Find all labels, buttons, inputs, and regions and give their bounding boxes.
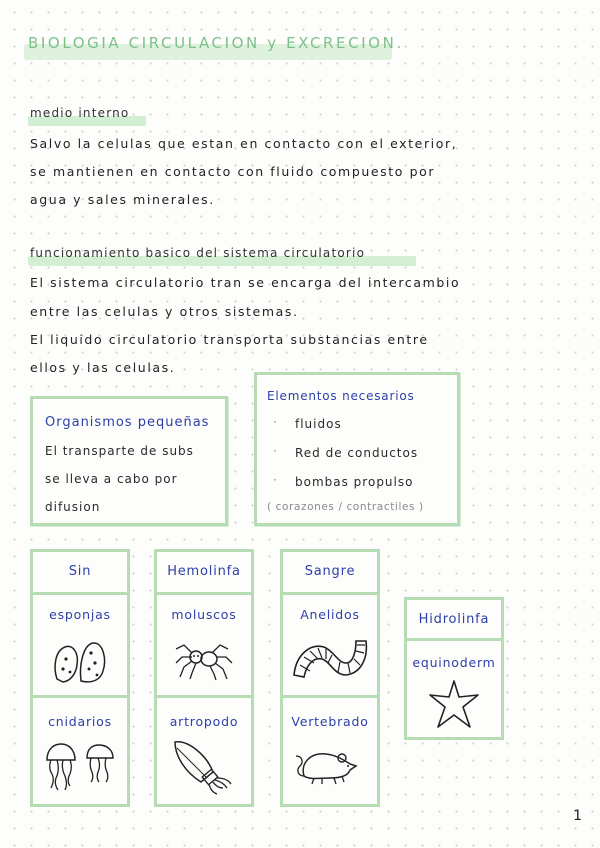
sponge-icon bbox=[51, 639, 111, 685]
column-header-label: Hidrolinfa bbox=[418, 612, 490, 627]
column-header-sangre bbox=[280, 549, 380, 595]
animal-cell-equinoderm bbox=[404, 638, 504, 740]
animal-cell-esponjas bbox=[30, 592, 130, 698]
mouse-icon bbox=[294, 746, 366, 786]
page-number: 1 bbox=[573, 808, 582, 824]
body-line: se mantienen en contacto con fluido compuesto por bbox=[30, 164, 436, 179]
starfish-icon bbox=[426, 679, 482, 731]
animal-label: artropodo bbox=[169, 714, 239, 729]
body-line: agua y sales minerales. bbox=[30, 192, 215, 207]
animal-label: Vertebrado bbox=[291, 714, 369, 729]
animal-cell-anelidos bbox=[280, 592, 380, 698]
column-header-sin bbox=[30, 549, 130, 595]
organismos-heading: Organismos pequeñas bbox=[45, 415, 210, 430]
elementos-heading: Elementos necesarios bbox=[267, 389, 415, 403]
section-heading-medio-interno: medio interno bbox=[30, 106, 130, 120]
jellyfish-icon bbox=[43, 742, 119, 798]
organismos-line: difusion bbox=[45, 500, 101, 514]
body-line: El liquido circulatorio transporta substancias entre bbox=[30, 332, 429, 347]
animal-cell-cnidarios bbox=[30, 695, 130, 807]
animal-label: esponjas bbox=[49, 607, 111, 622]
animal-cell-artropodo bbox=[154, 695, 254, 807]
column-header-label: Sin bbox=[68, 564, 92, 579]
elementos-item: bombas propulso bbox=[295, 475, 414, 489]
column-header-hidrolinfa bbox=[404, 597, 504, 641]
elementos-note: ( corazones / contractiles ) bbox=[267, 501, 424, 513]
animal-label: equinoderm bbox=[412, 655, 496, 670]
column-header-hemolinfa bbox=[154, 549, 254, 595]
elementos-item: Red de conductos bbox=[295, 446, 419, 460]
elementos-item: fluidos bbox=[295, 417, 342, 431]
body-line: Salvo la celulas que estan en contacto con el exterior, bbox=[30, 136, 458, 151]
bullet-dot: · bbox=[273, 444, 277, 458]
spider-icon bbox=[174, 637, 234, 681]
worm-icon bbox=[290, 635, 370, 681]
animal-label: Anelidos bbox=[300, 607, 360, 622]
body-line: El sistema circulatorio tran se encarga del intercambio bbox=[30, 275, 461, 290]
animal-label: cnidarios bbox=[48, 714, 112, 729]
body-line: entre las celulas y otros sistemas. bbox=[30, 304, 299, 319]
organismos-box bbox=[30, 396, 228, 526]
bullet-dot: · bbox=[273, 473, 277, 487]
body-line: ellos y las celulas. bbox=[30, 360, 176, 375]
elementos-box bbox=[254, 372, 460, 526]
organismos-line: se lleva a cabo por bbox=[45, 472, 178, 486]
organismos-line: El transparte de subs bbox=[45, 444, 194, 458]
column-header-label: Sangre bbox=[304, 564, 356, 579]
animal-cell-vertebrado bbox=[280, 695, 380, 807]
animal-label: moluscos bbox=[171, 607, 237, 622]
section-heading-funcionamiento: funcionamiento basico del sistema circulatorio bbox=[30, 246, 366, 260]
squid-icon bbox=[171, 738, 235, 798]
bullet-dot: · bbox=[273, 415, 277, 429]
animal-cell-moluscos bbox=[154, 592, 254, 698]
column-header-label: Hemolinfa bbox=[167, 564, 241, 579]
page-title: BIOLOGIA CIRCULACION y EXCRECION. bbox=[28, 34, 404, 52]
